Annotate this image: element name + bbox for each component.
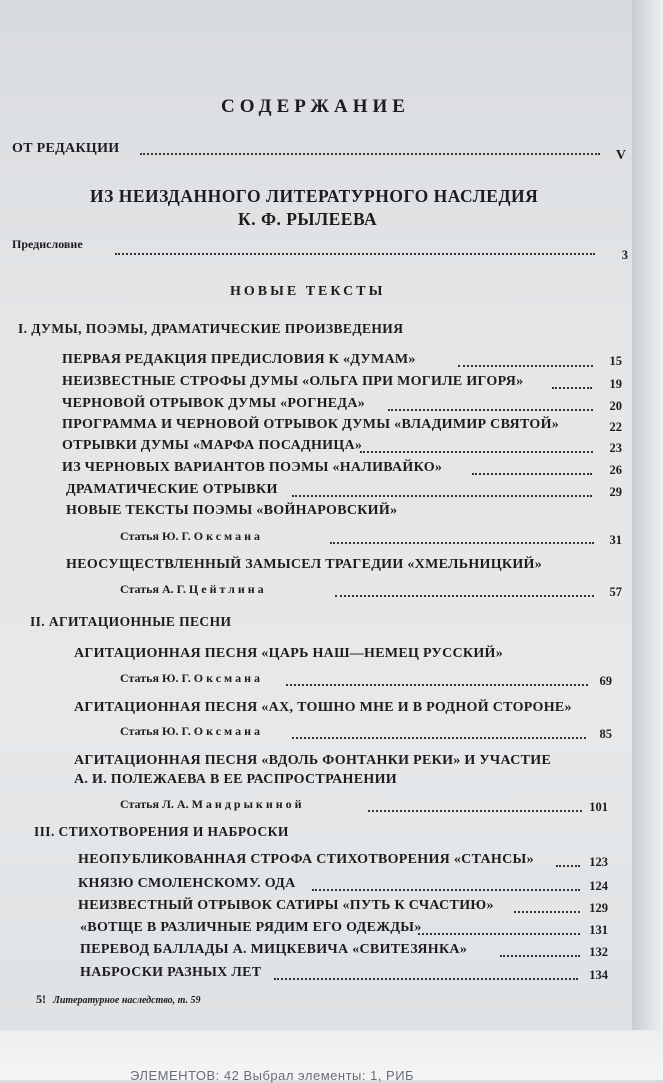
toc-page: 69 (599, 674, 612, 688)
leader-dots (286, 684, 588, 686)
toc-item: ДРАМАТИЧЕСКИЕ ОТРЫВКИ (66, 482, 278, 497)
toc-page: 26 (609, 463, 622, 477)
leader-dots (115, 253, 595, 255)
toc-item: АГИТАЦИОННАЯ ПЕСНЯ «ЦАРЬ НАШ—НЕМЕЦ РУССКИЙ» (74, 646, 504, 661)
toc-item: НАБРОСКИ РАЗНЫХ ЛЕТ (80, 965, 262, 980)
leader-dots (140, 153, 600, 155)
toc-item: ЧЕРНОВОЙ ОТРЫВОК ДУМЫ «РОГНЕДА» (62, 396, 366, 411)
toc-item: ИЗ ЧЕРНОВЫХ ВАРИАНТОВ ПОЭМЫ «НАЛИВАЙКО» (62, 460, 443, 475)
screen-edge (632, 0, 663, 1080)
toc-item: ПЕРЕВОД БАЛЛАДЫ А. МИЦКЕВИЧА «СВИТЕЗЯНКА» (80, 942, 468, 957)
editorial-page: V (615, 148, 626, 163)
toc-page: 129 (589, 901, 608, 915)
toc-item: А. И. ПОЛЕЖАЕВА В ЕЕ РАСПРОСТРАНЕНИИ (74, 772, 397, 787)
toc-page: 131 (589, 923, 608, 937)
toc-page: 29 (609, 485, 622, 499)
toc-page: 31 (609, 533, 622, 547)
part-title-line1: ИЗ НЕИЗДАННОГО ЛИТЕРАТУРНОГО НАСЛЕДИЯ (90, 186, 539, 206)
leader-dots (335, 595, 594, 597)
toc-item: ПРОГРАММА И ЧЕРНОВОЙ ОТРЫВОК ДУМЫ «ВЛАДИМИР СВЯТОЙ» (62, 417, 560, 432)
leader-dots (552, 387, 592, 389)
toc-item: ОТРЫВКИ ДУМЫ «МАРФА ПОСАДНИЦА» (62, 438, 363, 453)
toc-page: 101 (589, 800, 608, 814)
bottom-strip (0, 1030, 663, 1083)
toc-page: 15 (609, 354, 622, 368)
leader-dots (292, 495, 592, 497)
toc-page: 19 (609, 377, 622, 391)
leader-dots (556, 865, 580, 867)
preface-label: Предисловие (12, 237, 83, 251)
contents-title: СОДЕРЖАНИЕ (221, 96, 410, 117)
article-byline: Статья А. Г. Цейтлина (120, 582, 267, 596)
toc-item: АГИТАЦИОННАЯ ПЕСНЯ «АХ, ТОШНО МНЕ И В РОДНОЙ СТОРОНЕ» (74, 700, 572, 715)
leader-dots (388, 409, 593, 411)
leader-dots (472, 473, 592, 475)
new-texts-heading: НОВЫЕ ТЕКСТЫ (230, 284, 386, 299)
toc-page: 85 (599, 727, 612, 741)
article-byline: Статья Л. А. Мандрыкиной (120, 797, 305, 811)
leader-dots (368, 810, 582, 812)
toc-item: НЕИЗВЕСТНЫЕ СТРОФЫ ДУМЫ «ОЛЬГА ПРИ МОГИЛЕ ИГОРЯ» (62, 374, 524, 389)
section-2-title: II. АГИТАЦИОННЫЕ ПЕСНИ (30, 614, 232, 629)
leader-dots (418, 933, 580, 935)
article-byline: Статья Ю. Г. Оксмана (120, 529, 264, 543)
toc-item: ПЕРВАЯ РЕДАКЦИЯ ПРЕДИСЛОВИЯ К «ДУМАМ» (62, 352, 416, 367)
editorial-label: ОТ РЕДАКЦИИ (12, 141, 120, 156)
toc-page: 23 (609, 441, 622, 455)
page-footer (36, 992, 201, 1007)
section-1-title: I. ДУМЫ, ПОЭМЫ, ДРАМАТИЧЕСКИЕ ПРОИЗВЕДЕНИЯ (18, 321, 404, 336)
toc-page: 134 (589, 968, 608, 982)
toc-page: 132 (589, 945, 608, 959)
leader-dots (274, 978, 578, 980)
toc-item: НЕИЗВЕСТНЫЙ ОТРЫВОК САТИРЫ «ПУТЬ К СЧАСТИЮ» (78, 898, 494, 913)
toc-page: 22 (609, 420, 622, 434)
toc-item: КНЯЗЮ СМОЛЕНСКОМУ. ОДА (78, 876, 296, 891)
toc-item: НЕОСУЩЕСТВЛЕННЫЙ ЗАМЫСЕЛ ТРАГЕДИИ «ХМЕЛЬНИЦКИЙ» (66, 557, 543, 572)
leader-dots (500, 955, 580, 957)
leader-dots (360, 451, 593, 453)
preface-page: 3 (621, 248, 628, 262)
toc-page: 57 (609, 585, 622, 599)
bottom-strip-text: ЭЛЕМЕНТОВ: 42 Выбрал элементы: 1, РИБ (130, 1068, 415, 1083)
part-title-line2: К. Ф. РЫЛЕЕВА (238, 209, 378, 229)
leader-dots (514, 911, 580, 913)
leader-dots (312, 889, 580, 891)
toc-item: НОВЫЕ ТЕКСТЫ ПОЭМЫ «ВОЙНАРОВСКИЙ» (66, 503, 398, 518)
toc-page: 123 (589, 855, 608, 869)
article-byline: Статья Ю. Г. Оксмана (120, 724, 264, 738)
section-3-title: III. СТИХОТВОРЕНИЯ И НАБРОСКИ (34, 824, 289, 839)
toc-page: 124 (589, 879, 608, 893)
toc-item: «ВОТЩЕ В РАЗЛИЧНЫЕ РЯДИМ ЕГО ОДЕЖДЫ» (80, 920, 422, 935)
article-byline: Статья Ю. Г. Оксмана (120, 671, 264, 685)
signature-mark: 5! (36, 992, 46, 1006)
toc-page: 20 (609, 399, 622, 413)
toc-item: АГИТАЦИОННАЯ ПЕСНЯ «ВДОЛЬ ФОНТАНКИ РЕКИ» И УЧАСТИЕ (74, 753, 552, 768)
leader-dots (330, 542, 594, 544)
footer-text: Литературное наследство, т. 59 (53, 995, 201, 1006)
toc-item: НЕОПУБЛИКОВАННАЯ СТРОФА СТИХОТВОРЕНИЯ «СТАНСЫ» (78, 852, 534, 867)
leader-dots (458, 365, 593, 367)
leader-dots (292, 737, 586, 739)
